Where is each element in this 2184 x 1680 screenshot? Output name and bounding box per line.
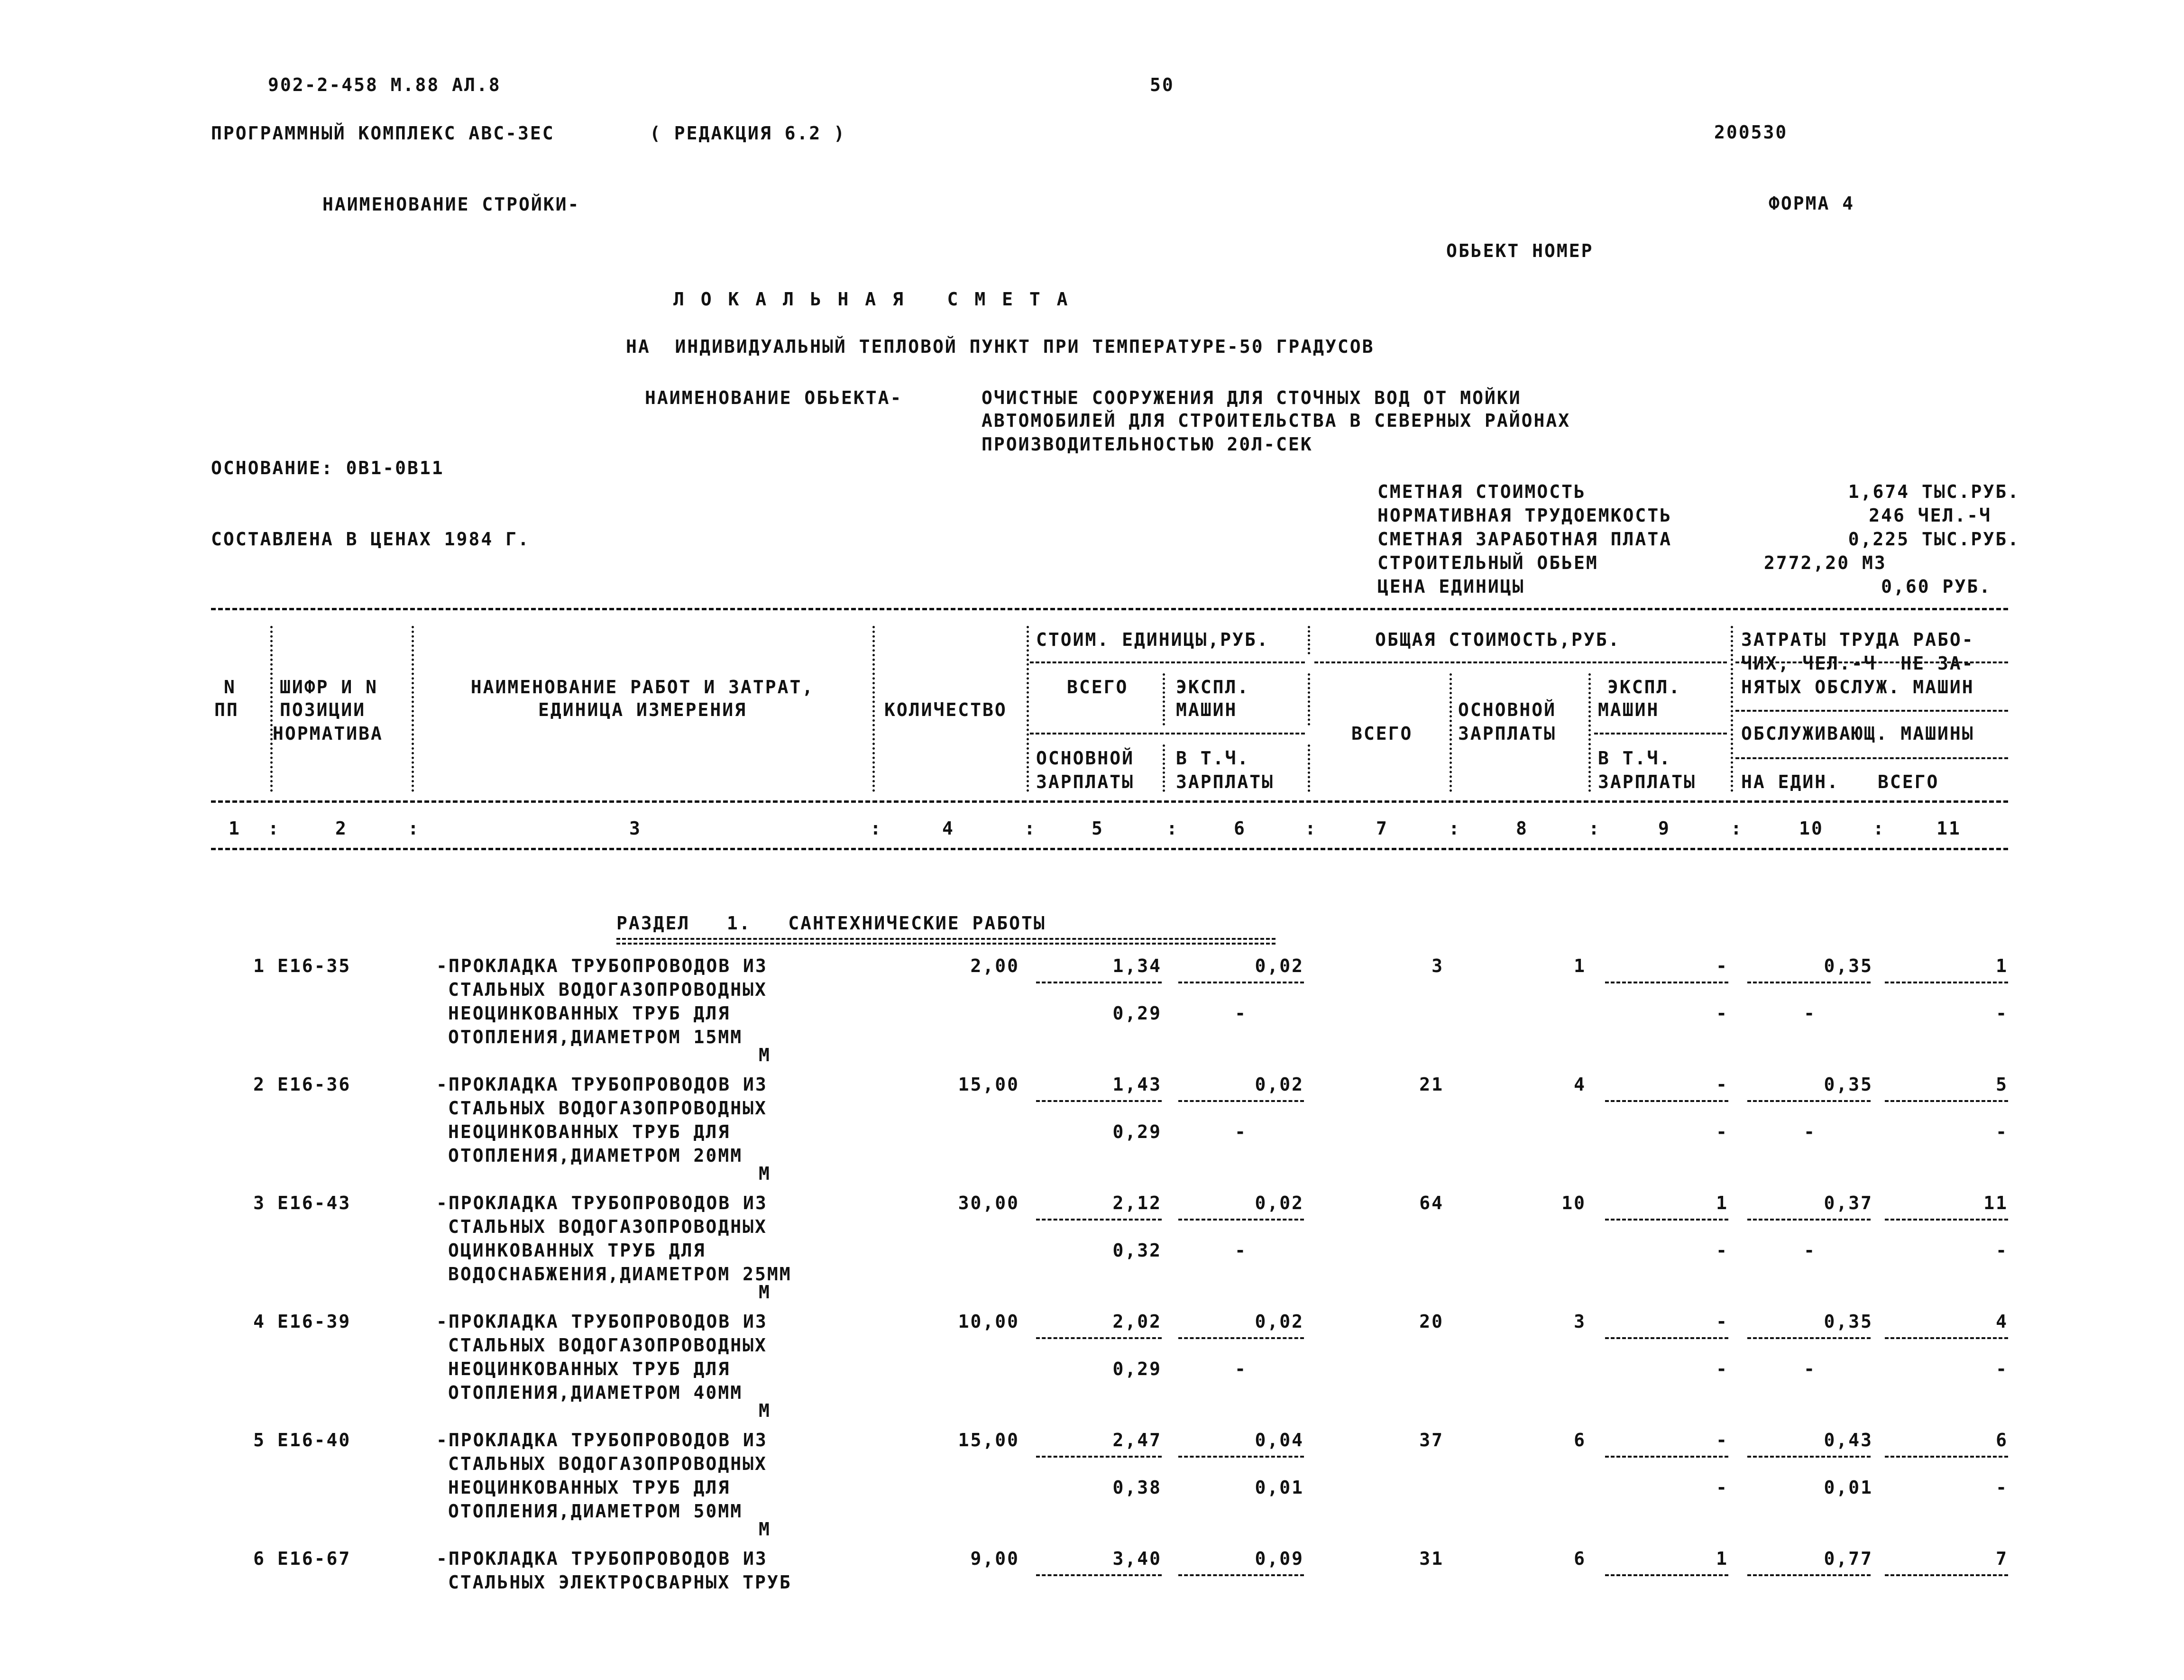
column-number: 5: [1092, 818, 1104, 839]
row-unit-total: 2,12: [1112, 1193, 1162, 1213]
column-separator: [1027, 626, 1029, 792]
row-code: Е16-39: [277, 1311, 351, 1332]
row-unit-machines: 0,02: [1255, 955, 1304, 976]
total-incl-label: В Т.Ч.: [1598, 748, 1672, 769]
total-incl-label: ЗАРПЛАТЫ: [1598, 771, 1697, 792]
row-unit-total: 1,43: [1112, 1074, 1162, 1095]
unit-mach-label: МАШИН: [1176, 699, 1238, 720]
row-number: 1: [253, 955, 266, 976]
labor-label: НЯТЫХ ОБСЛУЖ. МАШИН: [1741, 677, 1974, 698]
section-title: РАЗДЕЛ 1. САНТЕХНИЧЕСКИЕ РАБОТЫ: [616, 913, 1046, 934]
row-unit-total: 2,02: [1112, 1311, 1162, 1332]
row-total-cost: 64: [1419, 1193, 1444, 1213]
row-sub-rule: [1885, 1337, 2008, 1339]
row-description-line: ОТОПЛЕНИЯ,ДИАМЕТРОМ 15ММ: [448, 1027, 743, 1047]
row-labor-total: 11: [1983, 1193, 2008, 1213]
row-total-incl-wage: -: [1716, 1003, 1728, 1024]
row-unit-base-wage: 0,29: [1112, 1359, 1162, 1379]
header-rule-middle: [211, 800, 2008, 803]
row-sub-rule: [1885, 1456, 2008, 1458]
row-total-base-wage: 6: [1574, 1430, 1586, 1450]
column-separator: [1588, 673, 1591, 792]
row-sub-rule: [1605, 1219, 1728, 1221]
column-number: 9: [1658, 818, 1670, 839]
row-sub-rule: [1178, 1219, 1304, 1221]
row-sub-rule: [1605, 1574, 1728, 1576]
summary-label: СМЕТНАЯ СТОИМОСТЬ: [1377, 481, 1586, 502]
row-description-line: -ПРОКЛАДКА ТРУБОПРОВОДОВ ИЗ: [436, 955, 768, 976]
row-unit-incl-wage: -: [1235, 1359, 1247, 1379]
row-sub-rule: [1747, 1219, 1871, 1221]
row-total-cost: 20: [1419, 1311, 1444, 1332]
row-number: 6: [253, 1548, 266, 1569]
row-unit: М: [759, 1163, 771, 1184]
column-number: 11: [1936, 818, 1961, 839]
construction-name-label: НАИМЕНОВАНИЕ СТРОЙКИ-: [322, 194, 580, 215]
row-description-line: СТАЛЬНЫХ ВОДОГАЗОПРОВОДНЫХ: [448, 1098, 767, 1119]
column-separator: [1308, 744, 1310, 792]
summary-label: НОРМАТИВНАЯ ТРУДОЕМКОСТЬ: [1377, 505, 1672, 526]
row-unit-total: 3,40: [1112, 1548, 1162, 1569]
labor-per-unit-label: НА ЕДИН.: [1741, 771, 1840, 792]
row-total-machines: -: [1716, 1430, 1728, 1450]
header-subrule: [1594, 733, 1727, 734]
row-labor-total: 1: [1996, 955, 2008, 976]
row-unit: М: [759, 1045, 771, 1065]
total-mach-label: МАШИН: [1598, 699, 1660, 720]
row-description-line: НЕОЦИНКОВАННЫХ ТРУБ ДЛЯ: [448, 1477, 731, 1498]
row-total-cost: 3: [1432, 955, 1444, 976]
row-description-line: -ПРОКЛАДКА ТРУБОПРОВОДОВ ИЗ: [436, 1311, 768, 1332]
row-total-machines: 1: [1716, 1548, 1728, 1569]
header-rule-bottom: [211, 848, 2008, 850]
row-quantity: 10,00: [958, 1311, 1019, 1332]
summary-value: 246 ЧЕЛ.-Ч: [1869, 505, 1991, 526]
row-code: Е16-40: [277, 1430, 351, 1450]
row-number: 4: [253, 1311, 266, 1332]
object-name-label: НАИМЕНОВАНИЕ ОБЬЕКТА-: [645, 387, 903, 408]
row-labor-per-unit: 0,77: [1824, 1548, 1873, 1569]
row-total-base-wage: 3: [1574, 1311, 1586, 1332]
row-quantity: 30,00: [958, 1193, 1019, 1213]
unit-incl-label: ЗАРПЛАТЫ: [1176, 771, 1275, 792]
row-description-line: НЕОЦИНКОВАННЫХ ТРУБ ДЛЯ: [448, 1359, 731, 1379]
column-number: 7: [1376, 818, 1388, 839]
row-unit-machines: 0,09: [1255, 1548, 1304, 1569]
row-description-line: -ПРОКЛАДКА ТРУБОПРОВОДОВ ИЗ: [436, 1074, 768, 1095]
form-label: ФОРМА 4: [1769, 193, 1855, 214]
row-sub-rule: [1178, 1574, 1304, 1576]
row-description-line: СТАЛЬНЫХ ВОДОГАЗОПРОВОДНЫХ: [448, 1216, 767, 1237]
row-labor-total: 5: [1996, 1074, 2008, 1095]
header-subrule: [1314, 661, 1727, 663]
row-sub-rule: [1885, 1219, 2008, 1221]
row-sub-rule: [1036, 1456, 1162, 1458]
unit-base-label: ЗАРПЛАТЫ: [1036, 771, 1135, 792]
column-separator: [1308, 626, 1310, 654]
col-desc-label: НАИМЕНОВАНИЕ РАБОТ И ЗАТРАТ,: [470, 677, 815, 698]
total-cost-label: ОБЩАЯ СТОИМОСТЬ,РУБ.: [1375, 629, 1621, 650]
row-labor-per-unit: 0,37: [1824, 1193, 1873, 1213]
column-number: 8: [1516, 818, 1528, 839]
col-desc-label: ЕДИНИЦА ИЗМЕРЕНИЯ: [538, 699, 747, 720]
col-n-label: ПП: [214, 699, 239, 720]
column-separator: [412, 626, 414, 792]
column-separator: [1308, 673, 1310, 725]
row-labor-per-unit-2: -: [1804, 1359, 1816, 1379]
row-quantity: 15,00: [958, 1074, 1019, 1095]
row-sub-rule: [1178, 1456, 1304, 1458]
row-number: 2: [253, 1074, 266, 1095]
row-sub-rule: [1747, 1337, 1871, 1339]
row-total-cost: 37: [1419, 1430, 1444, 1450]
row-unit-incl-wage: 0,01: [1255, 1477, 1304, 1498]
object-name-line: ПРОИЗВОДИТЕЛЬНОСТЬЮ 20Л-СЕК: [982, 434, 1313, 455]
row-sub-rule: [1036, 1219, 1162, 1221]
row-description-line: -ПРОКЛАДКА ТРУБОПРОВОДОВ ИЗ: [436, 1430, 768, 1450]
row-description-line: СТАЛЬНЫХ ВОДОГАЗОПРОВОДНЫХ: [448, 1335, 767, 1356]
row-unit-machines: 0,02: [1255, 1311, 1304, 1332]
row-unit-incl-wage: -: [1235, 1003, 1247, 1024]
row-labor-per-unit: 0,35: [1824, 1311, 1873, 1332]
row-total-base-wage: 4: [1574, 1074, 1586, 1095]
row-total-incl-wage: -: [1716, 1240, 1728, 1261]
row-code: Е16-67: [277, 1548, 351, 1569]
row-labor-per-unit-2: -: [1804, 1121, 1816, 1142]
unit-cost-label: СТОИМ. ЕДИНИЦЫ,РУБ.: [1036, 629, 1269, 650]
row-sub-rule: [1036, 1574, 1162, 1576]
unit-incl-label: В Т.Ч.: [1176, 748, 1250, 769]
row-description-line: СТАЛЬНЫХ ВОДОГАЗОПРОВОДНЫХ: [448, 1453, 767, 1474]
row-sub-rule: [1885, 1574, 2008, 1576]
row-sub-rule: [1885, 1100, 2008, 1102]
summary-value: 0,225 ТЫС.РУБ.: [1848, 529, 2020, 550]
column-number: 1: [229, 818, 241, 839]
column-number: 10: [1799, 818, 1824, 839]
row-labor-total-2: -: [1996, 1121, 2008, 1142]
row-sub-rule: [1178, 1337, 1304, 1339]
row-sub-rule: [1747, 982, 1871, 983]
row-code: Е16-35: [277, 955, 351, 976]
row-unit-incl-wage: -: [1235, 1240, 1247, 1261]
row-description-line: СТАЛЬНЫХ ЭЛЕКТРОСВАРНЫХ ТРУБ: [448, 1572, 792, 1593]
row-sub-rule: [1605, 1100, 1728, 1102]
row-total-cost: 31: [1419, 1548, 1444, 1569]
row-labor-total-2: -: [1996, 1003, 2008, 1024]
summary-value: 0,60 РУБ.: [1881, 576, 1991, 597]
row-sub-rule: [1178, 982, 1304, 983]
column-number: 4: [942, 818, 954, 839]
prices-text: СОСТАВЛЕНА В ЦЕНАХ 1984 Г.: [211, 529, 530, 550]
row-unit-machines: 0,04: [1255, 1430, 1304, 1450]
summary-label: СМЕТНАЯ ЗАРАБОТНАЯ ПЛАТА: [1377, 529, 1672, 550]
unit-base-label: ОСНОВНОЙ: [1036, 748, 1135, 769]
row-labor-per-unit: 0,35: [1824, 1074, 1873, 1095]
row-description-line: НЕОЦИНКОВАННЫХ ТРУБ ДЛЯ: [448, 1121, 731, 1142]
unit-mach-label: ЭКСПЛ.: [1176, 677, 1250, 698]
row-quantity: 9,00: [970, 1548, 1019, 1569]
row-description-line: -ПРОКЛАДКА ТРУБОПРОВОДОВ ИЗ: [436, 1193, 768, 1213]
row-total-base-wage: 10: [1561, 1193, 1586, 1213]
row-sub-rule: [1178, 1100, 1304, 1102]
row-labor-total-2: -: [1996, 1477, 2008, 1498]
column-number: 6: [1234, 818, 1246, 839]
row-sub-rule: [1747, 1456, 1871, 1458]
row-labor-per-unit-2: -: [1804, 1003, 1816, 1024]
doc-id-code: 200530: [1714, 122, 1788, 143]
row-sub-rule: [1036, 1100, 1162, 1102]
labor-total-label: ВСЕГО: [1878, 771, 1939, 792]
row-unit-base-wage: 0,38: [1112, 1477, 1162, 1498]
header-subrule: [1030, 661, 1305, 663]
summary-value: 2772,20 М3: [1764, 552, 1887, 573]
row-sub-rule: [1747, 1100, 1871, 1102]
program-edition: ( РЕДАКЦИЯ 6.2 ): [650, 123, 846, 144]
row-labor-total: 7: [1996, 1548, 2008, 1569]
unit-total-label: ВСЕГО: [1067, 677, 1129, 698]
row-total-incl-wage: -: [1716, 1121, 1728, 1142]
row-unit: М: [759, 1282, 771, 1303]
header-subrule: [1735, 757, 2008, 759]
col-n-label: N: [224, 677, 236, 698]
column-separator: [872, 626, 875, 792]
row-total-cost: 21: [1419, 1074, 1444, 1095]
row-labor-total: 6: [1996, 1430, 2008, 1450]
row-unit-machines: 0,02: [1255, 1074, 1304, 1095]
column-separator: [1163, 744, 1165, 792]
row-description-line: -ПРОКЛАДКА ТРУБОПРОВОДОВ ИЗ: [436, 1548, 768, 1569]
program-name: ПРОГРАММНЫЙ КОМПЛЕКС АВС-3ЕС: [211, 123, 555, 144]
header-rule-top: [211, 608, 2008, 610]
document-title: Л О К А Л Ь Н А Я С М Е Т А: [673, 289, 1071, 310]
row-sub-rule: [1885, 982, 2008, 983]
row-number: 3: [253, 1193, 266, 1213]
row-total-machines: -: [1716, 955, 1728, 976]
row-sub-rule: [1605, 1456, 1728, 1458]
section-underline: [616, 938, 1276, 945]
col-code-label: ПОЗИЦИИ: [280, 699, 366, 720]
row-description-line: ВОДОСНАБЖЕНИЯ,ДИАМЕТРОМ 25ММ: [448, 1264, 792, 1285]
row-labor-total: 4: [1996, 1311, 2008, 1332]
row-total-incl-wage: -: [1716, 1477, 1728, 1498]
total-base-label: ОСНОВНОЙ: [1458, 699, 1557, 720]
row-labor-total-2: -: [1996, 1359, 2008, 1379]
row-labor-per-unit-2: -: [1804, 1240, 1816, 1261]
row-description-line: ОТОПЛЕНИЯ,ДИАМЕТРОМ 50ММ: [448, 1501, 743, 1522]
row-total-machines: 1: [1716, 1193, 1728, 1213]
summary-label: СТРОИТЕЛЬНЫЙ ОБЬЕМ: [1377, 552, 1598, 573]
labor-label: ЗАТРАТЫ ТРУДА РАБО-: [1741, 629, 1974, 650]
total-mach-label: ЭКСПЛ.: [1607, 677, 1681, 698]
row-unit: М: [759, 1400, 771, 1421]
row-description-line: НЕОЦИНКОВАННЫХ ТРУБ ДЛЯ: [448, 1003, 731, 1024]
doc-code: 902-2-458 М.88 АЛ.8: [268, 74, 501, 95]
summary-value: 1,674 ТЫС.РУБ.: [1848, 481, 2020, 502]
row-total-machines: -: [1716, 1074, 1728, 1095]
row-unit-total: 1,34: [1112, 955, 1162, 976]
row-unit-machines: 0,02: [1255, 1193, 1304, 1213]
document-subject: НА ИНДИВИДУАЛЬНЫЙ ТЕПЛОВОЙ ПУНКТ ПРИ ТЕМПЕРАТУРЕ-50 ГРАДУСОВ: [626, 336, 1375, 357]
summary-label: ЦЕНА ЕДИНИЦЫ: [1377, 576, 1525, 597]
row-description-line: ОТОПЛЕНИЯ,ДИАМЕТРОМ 40ММ: [448, 1382, 743, 1403]
labor-serv-label: ОБСЛУЖИВАЮЩ. МАШИНЫ: [1741, 723, 1974, 744]
col-qty-label: КОЛИЧЕСТВО: [884, 699, 1007, 720]
page-number: 50: [1150, 74, 1175, 95]
column-separator: [1163, 673, 1165, 725]
row-unit: М: [759, 1519, 771, 1540]
object-name-line: АВТОМОБИЛЕЙ ДЛЯ СТРОИТЕЛЬСТВА В СЕВЕРНЫХ РАЙОНАХ: [982, 410, 1571, 431]
column-number: 3: [629, 818, 642, 839]
row-labor-per-unit: 0,43: [1824, 1430, 1873, 1450]
row-description-line: ОТОПЛЕНИЯ,ДИАМЕТРОМ 20ММ: [448, 1145, 743, 1166]
col-code-label: НОРМАТИВА: [273, 723, 383, 744]
row-sub-rule: [1036, 982, 1162, 983]
row-quantity: 2,00: [970, 955, 1019, 976]
row-unit-base-wage: 0,29: [1112, 1003, 1162, 1024]
row-number: 5: [253, 1430, 266, 1450]
row-unit-total: 2,47: [1112, 1430, 1162, 1450]
row-unit-base-wage: 0,29: [1112, 1121, 1162, 1142]
object-name-line: ОЧИСТНЫЕ СООРУЖЕНИЯ ДЛЯ СТОЧНЫХ ВОД ОТ МОЙКИ: [982, 387, 1522, 408]
column-separator: [1450, 673, 1452, 792]
row-labor-per-unit: 0,35: [1824, 955, 1873, 976]
column-number: 2: [335, 818, 348, 839]
object-number-label: ОБЬЕКТ НОМЕР: [1446, 240, 1594, 261]
row-code: Е16-43: [277, 1193, 351, 1213]
column-separator: [270, 626, 273, 792]
row-code: Е16-36: [277, 1074, 351, 1095]
row-description-line: СТАЛЬНЫХ ВОДОГАЗОПРОВОДНЫХ: [448, 979, 767, 1000]
row-description-line: ОЦИНКОВАННЫХ ТРУБ ДЛЯ: [448, 1240, 706, 1261]
header-subrule: [1735, 710, 2008, 712]
row-sub-rule: [1605, 1337, 1728, 1339]
row-total-base-wage: 6: [1574, 1548, 1586, 1569]
row-total-base-wage: 1: [1574, 955, 1586, 976]
row-total-machines: -: [1716, 1311, 1728, 1332]
labor-label: ЧИХ, ЧЕЛ.-Ч НЕ ЗА-: [1741, 653, 1974, 674]
row-unit-base-wage: 0,32: [1112, 1240, 1162, 1261]
row-sub-rule: [1036, 1337, 1162, 1339]
row-unit-incl-wage: -: [1235, 1121, 1247, 1142]
row-labor-per-unit-2: 0,01: [1824, 1477, 1873, 1498]
row-sub-rule: [1605, 982, 1728, 983]
row-quantity: 15,00: [958, 1430, 1019, 1450]
column-separator: [1731, 626, 1733, 792]
basis-text: ОСНОВАНИЕ: 0В1-0В11: [211, 458, 444, 478]
row-total-incl-wage: -: [1716, 1359, 1728, 1379]
row-sub-rule: [1747, 1574, 1871, 1576]
total-all-label: ВСЕГО: [1351, 723, 1413, 744]
col-code-label: ШИФР И N: [280, 677, 378, 698]
header-subrule: [1030, 733, 1305, 734]
total-base-label: ЗАРПЛАТЫ: [1458, 723, 1557, 744]
row-labor-total-2: -: [1996, 1240, 2008, 1261]
